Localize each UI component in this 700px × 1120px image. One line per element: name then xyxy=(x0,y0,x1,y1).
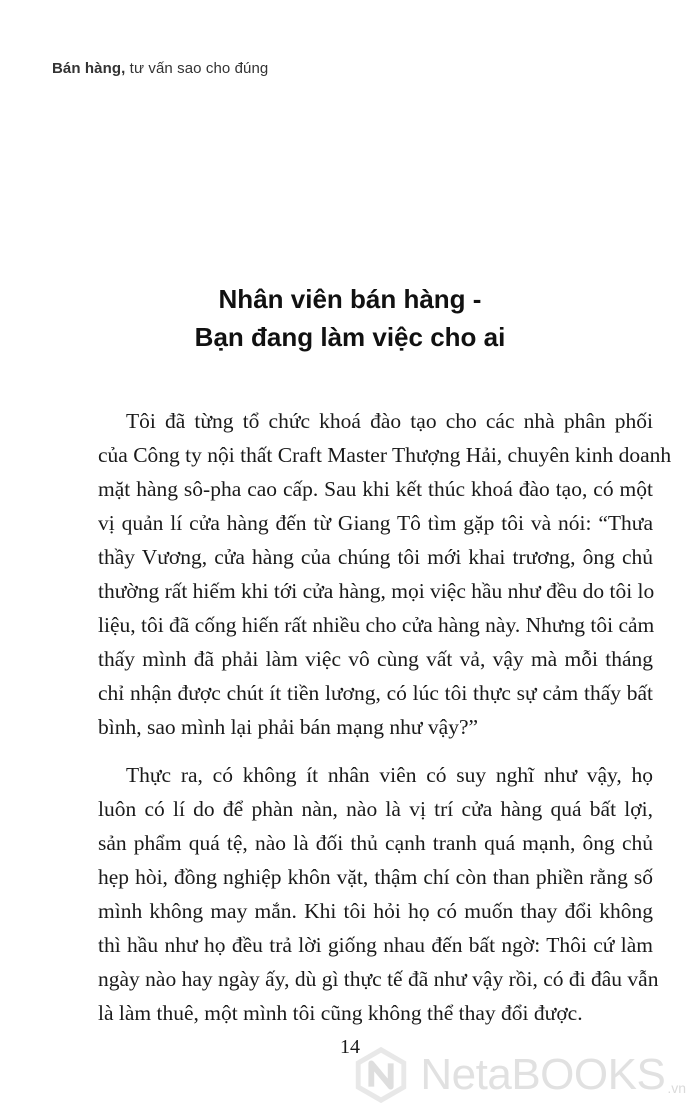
text-line: liệu, tôi đã cống hiến rất nhiều cho cửa hàng này. Nhưng tôi cảm xyxy=(98,613,655,637)
running-header-bold: Bán hàng, xyxy=(52,60,126,77)
text-line: Tôi đã từng tổ chức khoá đào tạo cho các nhà phân phối xyxy=(126,409,653,433)
running-header xyxy=(52,60,268,77)
text-line: thấy mình đã phải làm việc vô cùng vất vả, vậy mà mỗi tháng xyxy=(98,647,653,671)
chapter-title xyxy=(0,280,700,356)
text-line: mình không may mắn. Khi tôi hỏi họ có muốn thay đổi không xyxy=(98,899,653,923)
paragraph-1 xyxy=(98,404,672,744)
text-line: hẹp hòi, đồng nghiệp khôn vặt, thậm chí còn than phiền rằng số xyxy=(98,865,653,889)
text-line: ngày nào hay ngày ấy, dù gì thực tế đã như vậy rồi, có đi đâu vẫn xyxy=(98,967,659,991)
body-text xyxy=(98,404,672,1044)
watermark xyxy=(350,1044,686,1106)
page-number: 14 xyxy=(340,1036,360,1058)
text-line: thì hầu như họ đều trả lời giống nhau đến bất ngờ: Thôi cứ làm xyxy=(98,933,653,957)
netabooks-logo-icon xyxy=(350,1044,412,1106)
watermark-brand: NetaBOOKS xyxy=(420,1050,666,1099)
text-line: sản phẩm quá tệ, nào là đối thủ cạnh tranh quá mạnh, ông chủ xyxy=(98,831,653,855)
text-line: của Công ty nội thất Craft Master Thượng Hải, chuyên kinh doanh xyxy=(98,443,672,467)
paragraph-2 xyxy=(98,758,659,1030)
text-line: thường rất hiếm khi tới cửa hàng, mọi việc hầu như đều do tôi lo xyxy=(98,579,655,603)
text-line: Thực ra, có không ít nhân viên có suy nghĩ như vậy, họ xyxy=(126,763,653,787)
text-line: là làm thuê, một mình tôi cũng không thể thay đổi được. xyxy=(98,1001,583,1025)
running-header-rest: tư vấn sao cho đúng xyxy=(125,60,269,77)
chapter-title-line-1: Nhân viên bán hàng - xyxy=(218,284,482,314)
text-line: thầy Vương, cửa hàng của chúng tôi mới khai trương, ông chủ xyxy=(98,545,653,569)
text-line: bình, sao mình lại phải bán mạng như vậy?” xyxy=(98,715,479,739)
text-line: vị quản lí cửa hàng đến từ Giang Tô tìm gặp tôi và nói: “Thưa xyxy=(98,511,653,535)
chapter-title-line-2: Bạn đang làm việc cho ai xyxy=(194,322,506,352)
text-line: chỉ nhận được chút ít tiền lương, có lúc tôi thực sự cảm thấy bất xyxy=(98,681,653,705)
text-line: luôn có lí do để phàn nàn, nào là vị trí cửa hàng quá bất lợi, xyxy=(98,797,653,821)
watermark-suffix: .vn xyxy=(667,1080,686,1096)
text-line: mặt hàng sô-pha cao cấp. Sau khi kết thúc khoá đào tạo, có một xyxy=(98,477,653,501)
